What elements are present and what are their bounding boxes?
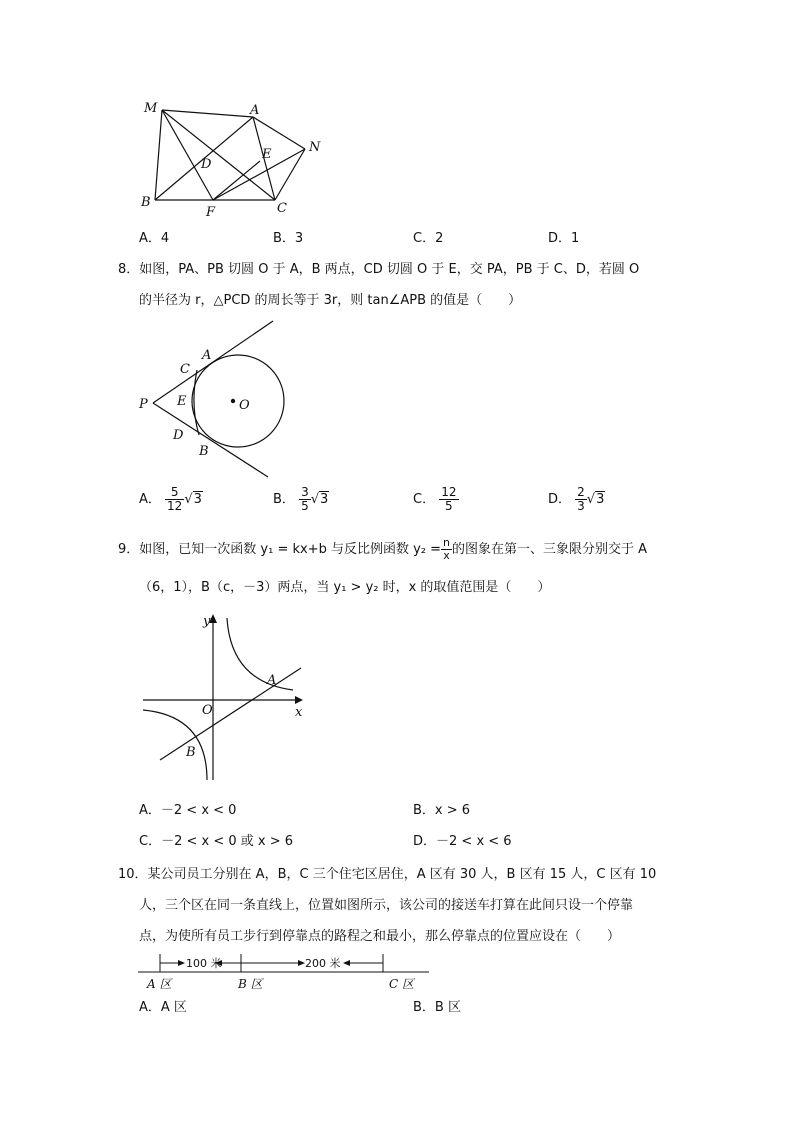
q7-label-n: N (309, 140, 321, 155)
q7-label-b: B (141, 195, 151, 210)
q10-label-b: B 区 (238, 977, 263, 991)
q7-option-d[interactable]: D．1 (548, 231, 580, 246)
q8-option-b-letter: B． (273, 492, 295, 507)
q10-question-line3: 点，为使所有员工步行到停靠点的路程之和最小，那么停靠点的位置应设在（ ） (139, 929, 621, 944)
frac-num: 5 (165, 486, 184, 500)
q9-label-o: O (202, 703, 213, 718)
q9-line1-part-a: 9．如图，已知一次函数 y₁ = kx+b 与反比例函数 y₂ = (118, 542, 442, 557)
q9-option-d[interactable]: D．－2 < x < 6 (413, 834, 512, 849)
q10-question-line2: 人，三个区在同一条直线上，位置如图所示，该公司的接送车打算在此间只设一个停靠 (139, 898, 634, 913)
radicand: 3 (193, 491, 202, 507)
q8-option-a-letter: A． (139, 492, 161, 507)
q8-option-d-letter: D． (548, 492, 572, 507)
q8-label-b: B (199, 444, 209, 459)
q7-label-a: A (250, 103, 260, 118)
q10-label-c: C 区 (389, 977, 414, 991)
q7-label-f: F (206, 205, 216, 220)
q9-question-line2: （6，1），B（c，－3）两点，当 y₁ > y₂ 时，x 的取值范围是（ ） (139, 580, 551, 595)
q8-option-d-fraction (575, 486, 587, 513)
q7-option-c[interactable]: C．2 (413, 231, 444, 246)
q7-label-m: M (144, 101, 158, 116)
q8-center-dot (231, 399, 235, 403)
q9-inline-fraction (441, 537, 452, 562)
frac-den: 3 (577, 499, 585, 513)
radicand: 3 (596, 491, 605, 507)
radicand: 3 (320, 491, 329, 507)
q8-option-b-fraction (299, 486, 311, 513)
q7-option-a[interactable]: A．4 (139, 231, 170, 246)
q8-option-b[interactable] (273, 486, 329, 513)
q8-option-b-sqrt: √3 (310, 491, 329, 507)
frac-den: 5 (445, 499, 453, 513)
q9-option-a[interactable]: A．－2 < x < 0 (139, 803, 237, 818)
q8-option-c-letter: C． (413, 492, 436, 507)
frac-num: 12 (441, 485, 457, 499)
q9-label-x: x (295, 705, 303, 720)
q10-question-line1: 10．某公司员工分别在 A，B，C 三个住宅区居住，A 区有 30 人，B 区有 15 人，C 区有 10 (118, 867, 657, 882)
q8-option-c[interactable] (413, 486, 459, 513)
frac-den: x (443, 549, 450, 562)
q8-option-c-fraction (439, 486, 458, 513)
q10-dist-ab: 100 米 (186, 957, 222, 970)
q8-label-p: P (139, 397, 148, 412)
q8-question-line2: 的半径为 r，△PCD 的周长等于 3r，则 tan∠APB 的值是（ ） (139, 293, 522, 308)
q9-label-b: B (186, 745, 196, 760)
q10-figure (135, 948, 435, 996)
q8-option-d-sqrt: √3 (586, 491, 605, 507)
q10-dist-bc: 200 米 (305, 957, 341, 970)
q9-question-line1 (118, 537, 647, 562)
q9-label-y: y (203, 614, 211, 629)
q8-label-d: D (173, 428, 184, 443)
q9-label-a: A (267, 673, 277, 688)
q7-label-d: D (201, 157, 212, 172)
q9-option-c[interactable]: C．－2 < x < 0 或 x > 6 (139, 834, 294, 849)
q8-option-a-fraction (165, 486, 184, 513)
q9-figure (135, 610, 310, 785)
q8-option-a[interactable] (139, 486, 203, 513)
q7-label-e: E (262, 147, 272, 162)
q8-option-d[interactable] (548, 486, 605, 513)
q9-line1-part-b: 的图象在第一、三象限分别交于 A (452, 542, 648, 557)
frac-den: 5 (301, 499, 309, 513)
q8-label-o: O (239, 398, 250, 413)
q10-option-a[interactable]: A．A 区 (139, 1000, 187, 1015)
q7-label-c: C (277, 201, 287, 216)
frac-num: 3 (301, 485, 309, 499)
q8-label-e: E (177, 394, 187, 409)
q7-figure (135, 95, 335, 220)
q7-option-b[interactable]: B．3 (273, 231, 304, 246)
q8-label-a: A (202, 348, 212, 363)
q8-figure (135, 315, 295, 480)
q10-option-b[interactable]: B．B 区 (413, 1000, 461, 1015)
q10-label-a: A 区 (147, 977, 172, 991)
q8-option-a-sqrt: √3 (184, 491, 202, 507)
frac-den: 12 (167, 499, 183, 513)
q9-option-b[interactable]: B．x > 6 (413, 803, 471, 818)
q8-question-line1: 8．如图，PA、PB 切圆 O 于 A，B 两点，CD 切圆 O 于 E，交 PA，PB 于 C、D，若圆 O (118, 262, 640, 277)
frac-num: n (443, 536, 451, 549)
frac-num: 2 (577, 485, 585, 499)
q8-label-c: C (180, 362, 190, 377)
